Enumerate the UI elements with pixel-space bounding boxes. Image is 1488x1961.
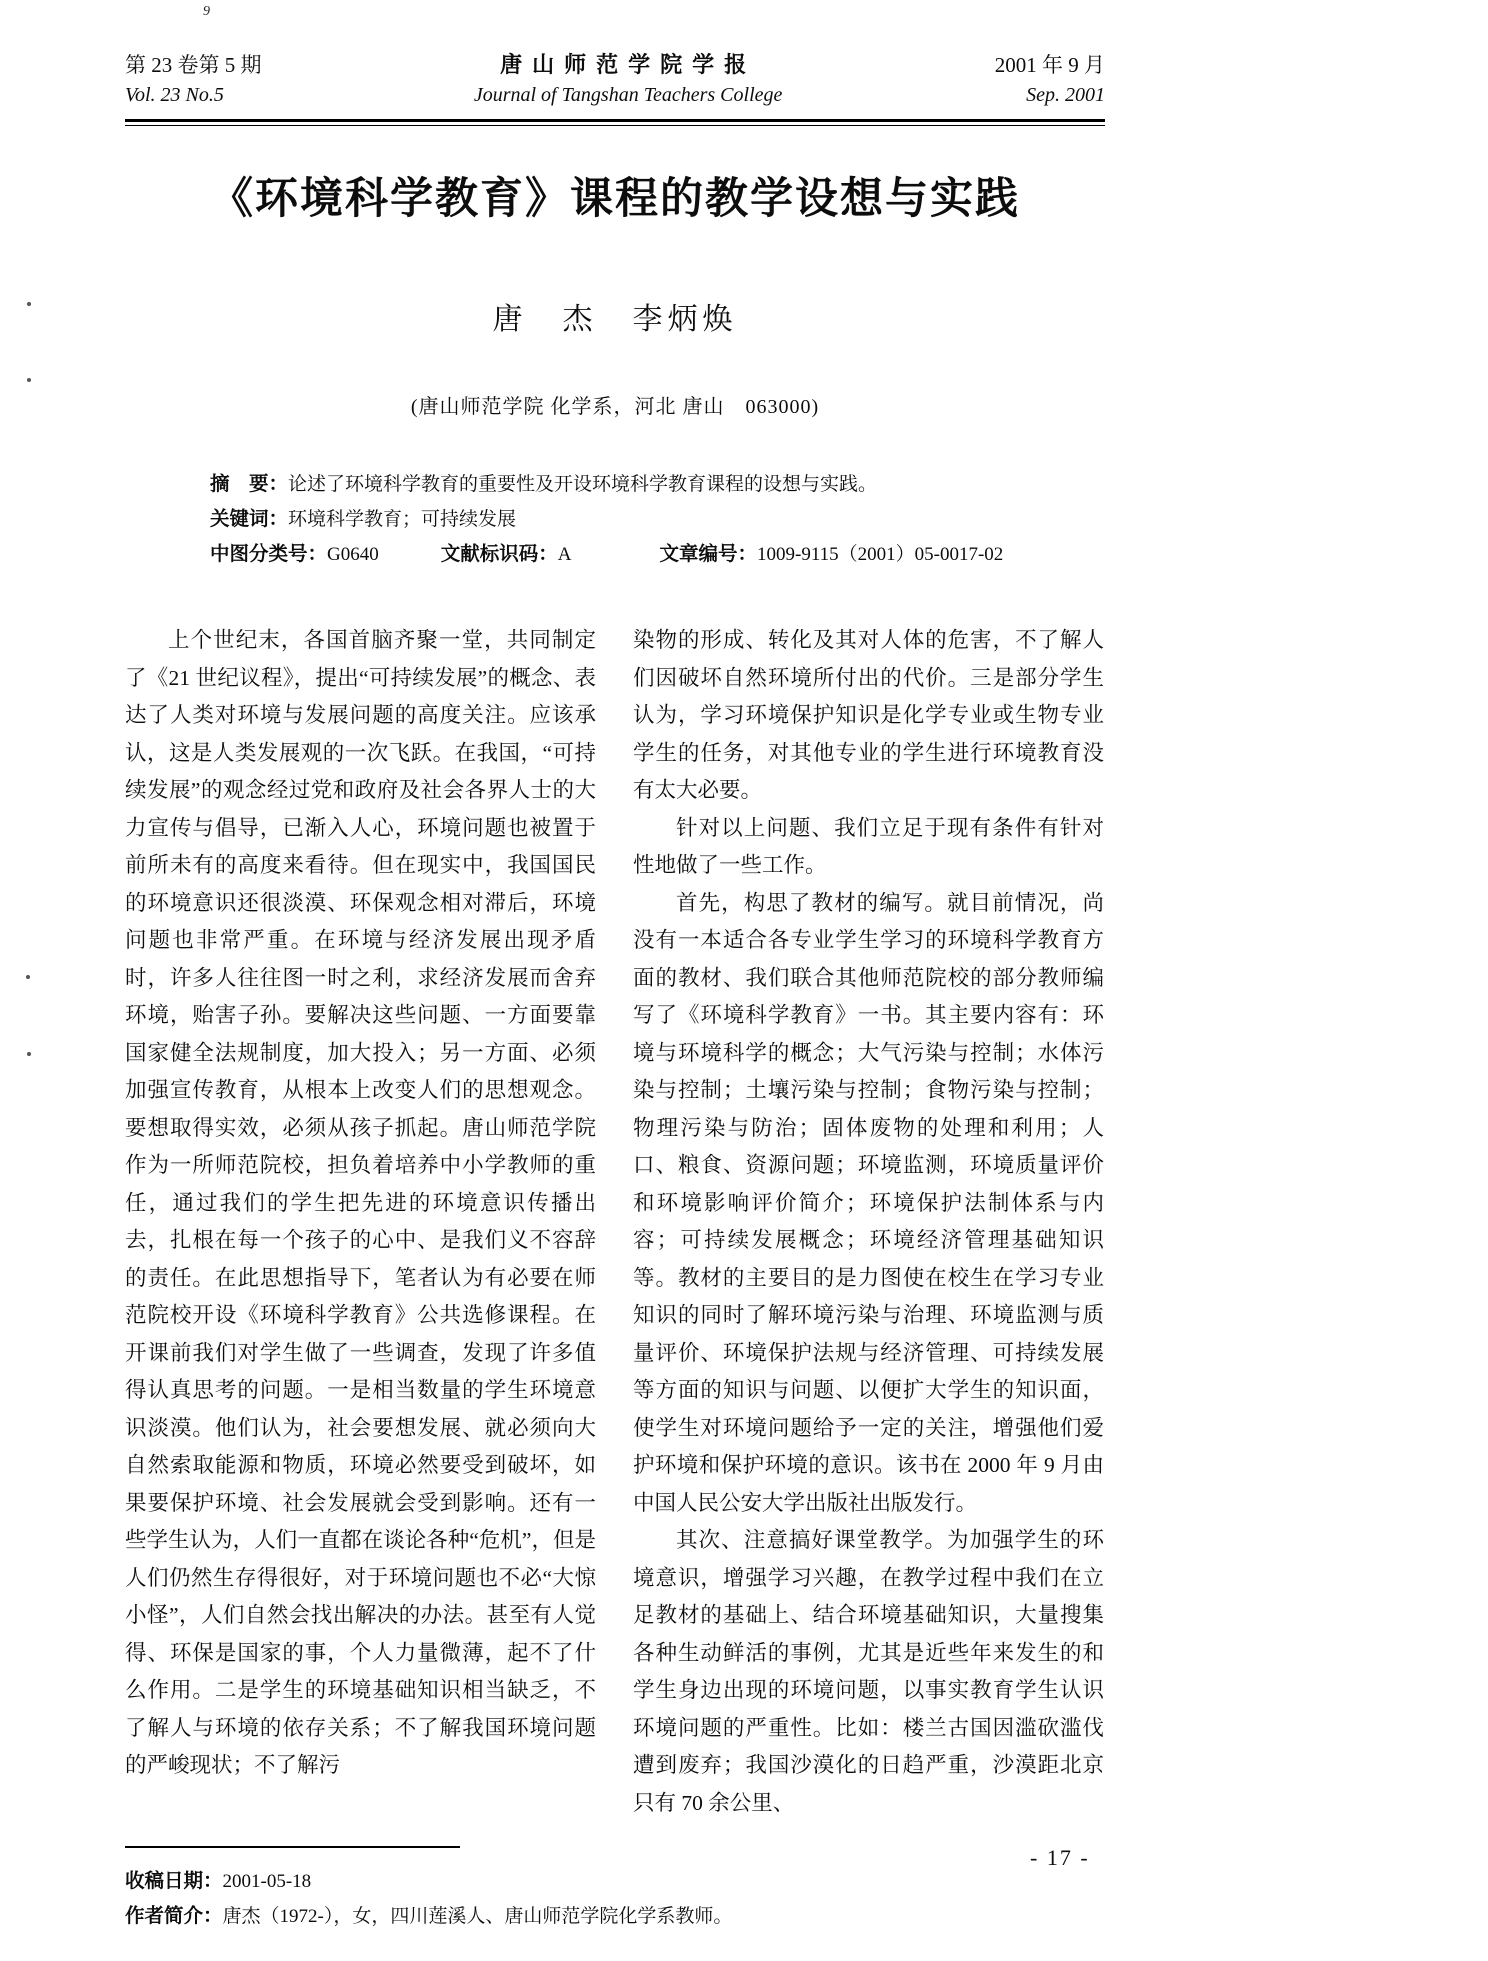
article-meta	[125, 467, 1105, 572]
footnote-divider-rule	[125, 1846, 460, 1848]
header-date	[995, 50, 1105, 110]
author-bio-label: 作者简介：	[125, 1905, 223, 1927]
issue-date-en: Sep. 2001	[1026, 84, 1105, 106]
body-paragraph: 首先，构思了教材的编写。就目前情况，尚没有一本适合各专业学生学习的环境科学教育方面的教材、我们联合其他师范院校的部分教师编写了《环境科学教育》一书。其主要内容有：环境与环境科学的概念；大气污染与控制；水体污染与控制；土壤污染与控制；食物污染与控制；物理污染与防治；固体废物的处理和利用；人口、粮食、资源问题；环境监测，环境质量评价和环境影响评价简介；环境保护法制体系与内容；可持续发展概念；环境经济管理基础知识等。教材的主要目的是力图使在校生在学习专业知识的同时了解环境污染与治理、环境监测与质量评价、环境保护法规与经济管理、可持续发展等方面的知识与问题、以便扩大学生的知识面，使学生对环境问题给予一定的关注，增强他们爱护环境和保护环境的意识。该书在 2000 年 9 月由中国人民公安大学出版社出版发行。	[633, 890, 1104, 1515]
body-column-left	[125, 622, 596, 1822]
abstract-text: 论述了环境科学教育的重要性及开设环境科学教育课程的设想与实践。	[288, 474, 878, 495]
footnote-block	[125, 1846, 1105, 1934]
scan-speck	[26, 975, 30, 979]
header-journal-name	[262, 50, 995, 110]
article-body	[125, 622, 1105, 1822]
header-divider-rule	[125, 119, 1105, 126]
scan-speck	[27, 378, 31, 382]
body-paragraph: 上个世纪末，各国首脑齐聚一堂，共同制定了《21 世纪议程》，提出“可持续发展”的概念、表达了人类对环境与发展问题的高度关注。应该承认，这是人类发展观的一次飞跃。在我国，“可持续发展”的观念经过党和政府及社会各界人士的大力宣传与倡导，已渐入人心，环境问题也被置于前所未有的高度来看待。但在现实中，我国国民的环境意识还很淡漠、环保观念相对滞后，环境问题也非常严重。在环境与经济发展出现矛盾时，许多人往往图一时之利，求经济发展而舍弃环境，贻害子孙。要解决这些问题、一方面要靠国家健全法规制度，加大投入；另一方面、必须加强宣传教育，从根本上改变人们的思想观念。要想取得实效，必须从孩子抓起。唐山师范学院作为一所师范院校，担负着培养中小学教师的重任，通过我们的学生把先进的环境意识传播出去，扎根在每一个孩子的心中、是我们义不容辞的责任。在此思想指导下，笔者认为有必要在师范院校开设《环境科学教育》公共选修课程。在开课前我们对学生做了一些调查，发现了许多值得认真思考的问题。一是相当数量的学生环境意识淡漠。他们认为，社会要想发展、就必须向大自然索取能源和物质，环境必然要受到破坏，如果要保护环境、社会发展就会受到影响。还有一些学生认为，人们一直都在谈论各种“危机”，但是人们仍然生存得很好，对于环境问题也不必“大惊小怪”，人们自然会找出解决的办法。甚至有人觉得、环保是国家的事，个人力量微薄，起不了什么作用。二是学生的环境基础知识相当缺乏，不了解人与环境的依存关系；不了解我国环境问题的严峻现状；不了解污	[125, 628, 596, 1777]
clc-value: G0640	[327, 544, 379, 565]
volume-issue-en: Vol. 23 No.5	[125, 84, 224, 106]
received-date-line	[125, 1864, 1105, 1899]
body-paragraph: 其次、注意搞好课堂教学。为加强学生的环境意识，增强学习兴趣，在教学过程中我们在立足教材的基础上、结合环境基础知识，大量搜集各种生动鲜活的事例，尤其是近些年来发生的和学生身边出现的环境问题，以事实教育学生认识环境问题的严重性。比如：楼兰古国因滥砍滥伐遭到废弃；我国沙漠化的日趋严重，沙漠距北京只有 70 余公里、	[633, 1528, 1104, 1815]
keywords-label: 关键词：	[210, 508, 289, 530]
clc-item	[210, 537, 379, 572]
article-authors: 唐 杰 李炳焕	[492, 303, 738, 336]
scan-speck	[27, 302, 31, 306]
classification-row	[210, 537, 1105, 572]
article-title: 《环境科学教育》课程的教学设想与实践	[210, 175, 1020, 223]
abstract-row	[210, 467, 1105, 502]
journal-name-en: Journal of Tangshan Teachers College	[473, 84, 783, 106]
doc-code-item	[441, 537, 572, 572]
article-affiliation: (唐山师范学院 化学系，河北 唐山 063000)	[410, 396, 820, 418]
received-date-value: 2001-05-18	[222, 1871, 312, 1892]
article-id-value: 1009-9115（2001）05-0017-02	[757, 544, 1004, 565]
body-paragraph: 针对以上问题、我们立足于现有条件有针对性地做了一些工作。	[633, 815, 1104, 877]
scan-stray-mark: 9	[203, 4, 210, 19]
body-column-right	[633, 622, 1104, 1822]
page-number: - 17 -	[1030, 1845, 1090, 1870]
volume-issue-cn: 第 23 卷第 5 期	[125, 53, 262, 77]
doc-code-label: 文献标识码：	[440, 543, 558, 565]
journal-header	[125, 50, 1105, 110]
issue-date-cn: 2001 年 9 月	[994, 53, 1105, 77]
clc-label: 中图分类号：	[210, 543, 328, 565]
doc-code-value: A	[557, 544, 572, 565]
keywords-row	[210, 502, 1105, 537]
keywords-text: 环境科学教育；可持续发展	[288, 509, 517, 530]
scan-speck	[27, 1052, 31, 1056]
received-date-label: 收稿日期：	[125, 1870, 223, 1892]
page-content	[125, 0, 1105, 1934]
author-bio-value: 唐杰（1972-），女，四川莲溪人、唐山师范学院化学系教师。	[222, 1906, 733, 1927]
header-volume-issue	[125, 50, 262, 110]
body-paragraph: 染物的形成、转化及其对人体的危害，不了解人们因破坏自然环境所付出的代价。三是部分学生认为，学习环境保护知识是化学专业或生物专业学生的任务，对其他专业的学生进行环境教育没有太大必要。	[633, 628, 1104, 802]
article-id-label: 文章编号：	[659, 543, 758, 565]
abstract-label: 摘 要：	[210, 473, 289, 495]
journal-name-cn: 唐山师范学院学报	[500, 52, 757, 77]
article-id-item	[660, 537, 1004, 572]
author-bio-line	[125, 1899, 1105, 1934]
